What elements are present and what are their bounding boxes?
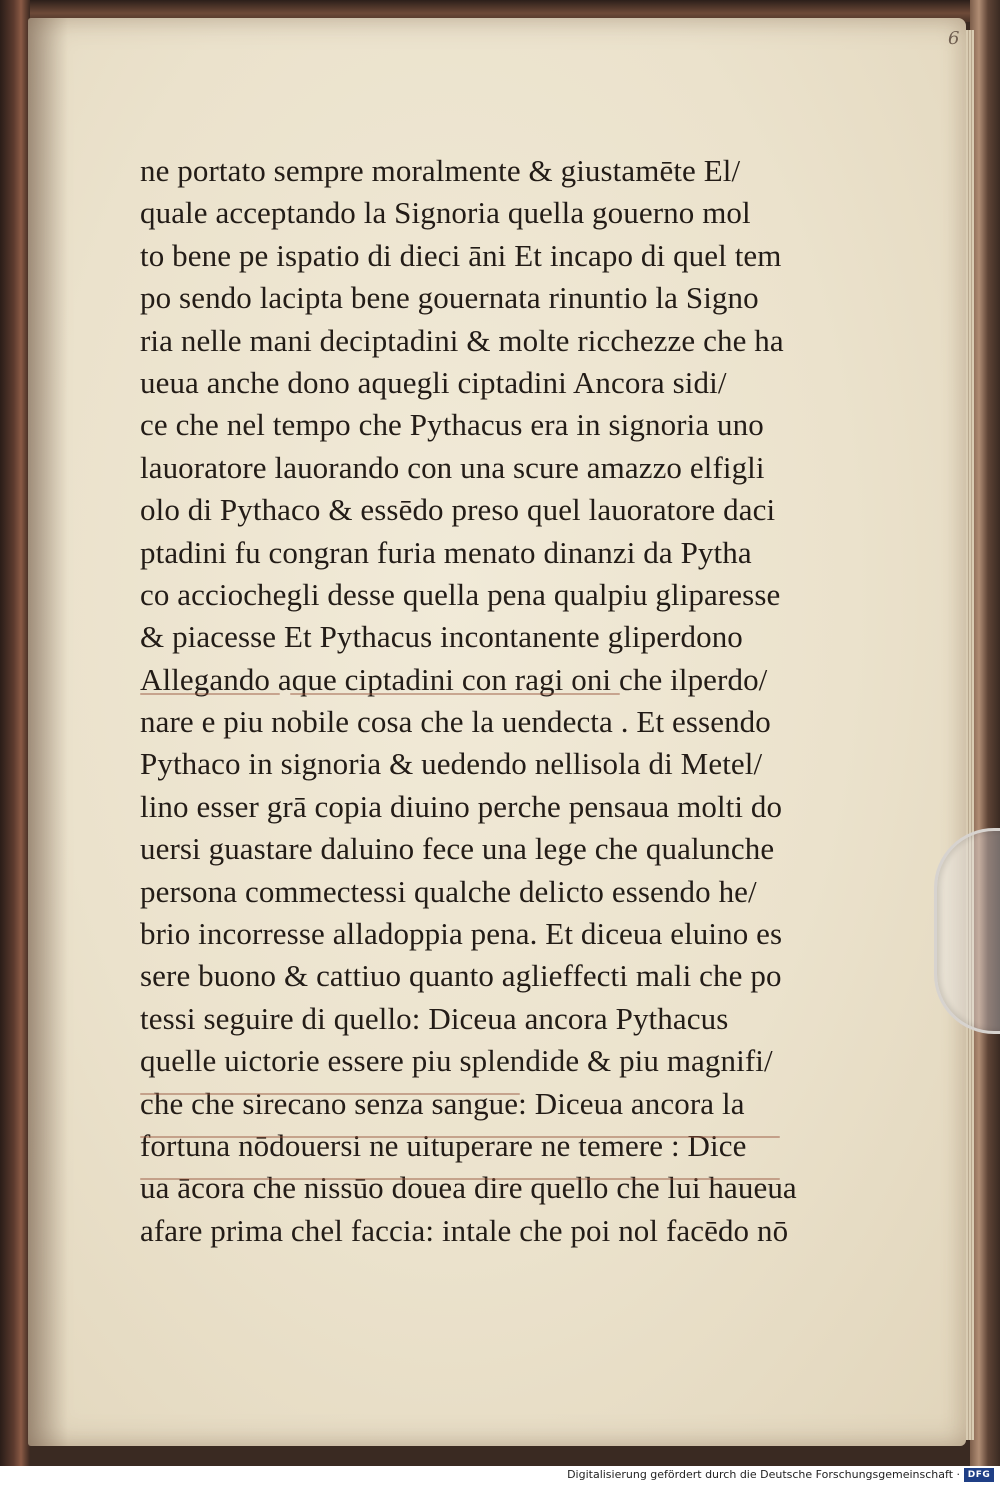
text-line: Allegando aque ciptadini con ragi oni che ilperdo/ (140, 661, 768, 697)
text-line: olo di Pythaco & essēdo preso quel lauoratore daci (140, 492, 776, 528)
underline-trace (140, 1136, 780, 1138)
text-line: nare e piu nobile cosa che la uendecta . Et essendo (140, 704, 771, 740)
text-line: quelle uictorie essere piu splendide & piu magnifi/ (140, 1043, 773, 1079)
text-line: Pythaco in signoria & uedendo nellisola di Metel/ (140, 746, 763, 782)
book-binding-right (970, 0, 1000, 1466)
text-line: persona commectessi qualche delicto essendo he/ (140, 873, 757, 909)
underline-trace (140, 1093, 520, 1095)
text-line: fortuna nōdouersi ne uituperare ne temere : Dice (140, 1127, 747, 1163)
book-binding-left (0, 0, 30, 1466)
underline-trace (290, 693, 620, 695)
text-line: lauoratore lauorando con una scure amazzo elfigli (140, 449, 765, 485)
text-line: ce che nel tempo che Pythacus era in signoria uno (140, 407, 764, 443)
text-line: sere buono & cattiuo quanto aglieffecti mali che po (140, 958, 782, 994)
folio-number: 6 (948, 28, 960, 49)
text-line: & piacesse Et Pythacus incontanente gliperdono (140, 619, 743, 655)
text-line: uersi guastare daluino fece una lege che qualunche (140, 831, 775, 867)
text-line: brio incorresse alladoppia pena. Et diceua eluino es (140, 916, 783, 952)
text-line: lino esser grā copia diuino perche pensaua molti do (140, 788, 783, 824)
text-line: co acciochegli desse quella pena qualpiu gliparesse (140, 576, 781, 612)
gutter-shadow (28, 18, 68, 1446)
underline-trace (140, 693, 280, 695)
text-block (140, 150, 800, 1252)
text-line: ua ācora che nissūo douea dire quello che lui haueua (140, 1170, 797, 1206)
footer-bar (0, 1466, 1000, 1485)
text-line: ueua anche dono aquegli ciptadini Ancora sidi/ (140, 364, 727, 400)
funding-credit: Digitalisierung gefördert durch die Deutsche Forschungsgemeinschaft · (567, 1468, 960, 1481)
text-line: ne portato sempre moralmente & giustamēte El/ (140, 153, 741, 188)
page-clip (934, 828, 1000, 1034)
text-line: ria nelle mani deciptadini & molte ricchezze che ha (140, 322, 784, 358)
text-line: ptadini fu congran furia menato dinanzi da Pytha (140, 534, 752, 570)
text-line: to bene pe ispatio di dieci āni Et incapo di quel tem (140, 237, 782, 273)
text-line: tessi seguire di quello: Diceua ancora Pythacus (140, 1000, 729, 1036)
text-line: afare prima chel faccia: intale che poi nol facēdo nō (140, 1212, 789, 1248)
text-line: quale acceptando la Signoria quella gouerno mol (140, 195, 751, 231)
text-line: che che sirecano senza sangue: Diceua ancora la (140, 1085, 745, 1121)
underline-trace (140, 1178, 780, 1180)
dfg-logo-icon: DFG (964, 1468, 994, 1482)
text-line: po sendo lacipta bene gouernata rinuntio la Signo (140, 280, 759, 316)
